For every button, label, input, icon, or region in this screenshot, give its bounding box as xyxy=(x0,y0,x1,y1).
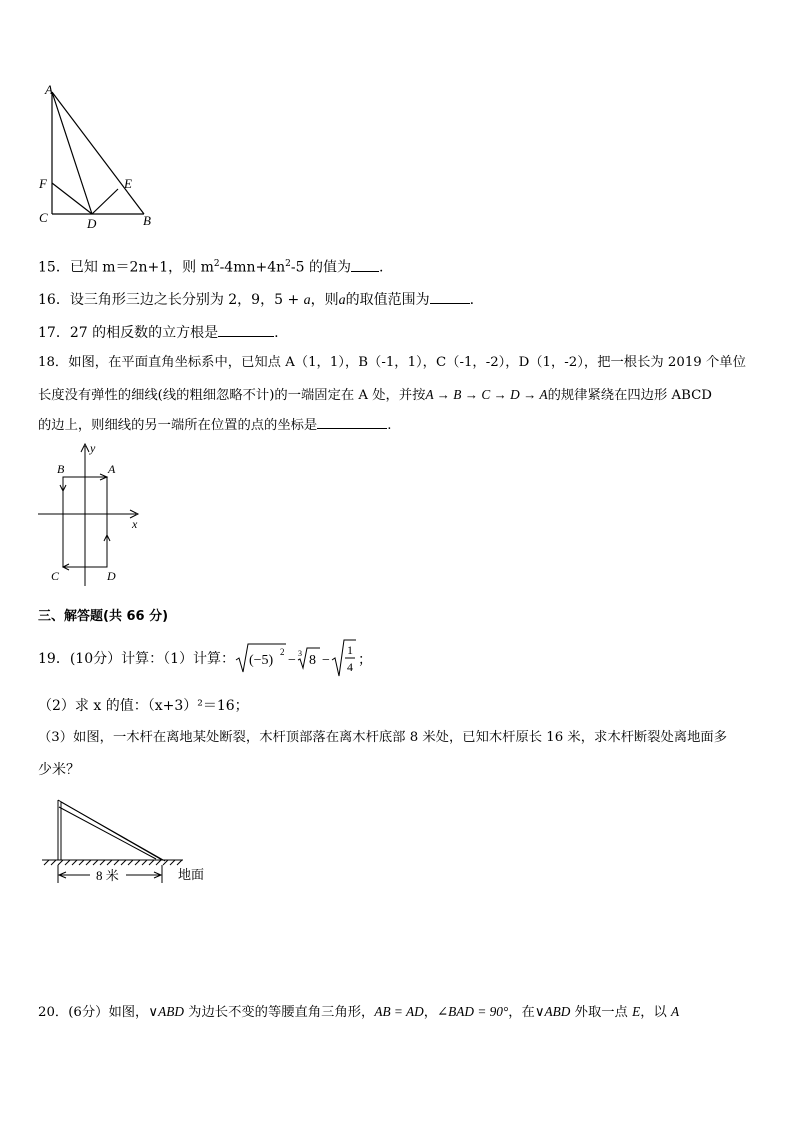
answer-blank[interactable] xyxy=(317,416,387,429)
question-19-part3-line2: 少米？ xyxy=(38,762,80,778)
answer-blank[interactable] xyxy=(430,291,470,304)
svg-text:2: 2 xyxy=(280,647,285,657)
svg-text:1: 1 xyxy=(347,643,353,657)
answer-blank[interactable] xyxy=(218,324,274,337)
question-20: 20．(6分）如图，∨ABD 为边长不变的等腰直角三角形，AB = AD，∠BAD = 90°，在∨ABD 外取一点 E，以 A xyxy=(38,1004,680,1020)
question-19-part1: 19．(10分）计算：（1）计算： (−5) 2 − 3 8 − 1 4 ； xyxy=(38,638,598,678)
ground-hatch xyxy=(44,860,182,865)
question-18-line3: 的边上，则细线的另一端所在位置的点的坐标是 . xyxy=(38,418,392,433)
coordinate-figure xyxy=(30,440,150,590)
distance-label: 8 米 xyxy=(96,868,119,883)
svg-text:(−5): (−5) xyxy=(249,653,274,668)
ground-label: 地面 xyxy=(178,867,205,882)
question-16: 16．设三角形三边之长分别为 2，9，5 + a，则a的取值范围为 . xyxy=(38,292,475,308)
section-title: 三、解答题(共 66 分) xyxy=(38,609,169,624)
question-19-part3-line1: （3）如图，一木杆在离地某处断裂，木杆顶部落在离木杆底部 8 米处，已知木杆原长 16 米，求木杆断裂处离地面多 xyxy=(38,730,727,745)
svg-text:−: − xyxy=(288,653,296,668)
svg-text:−: − xyxy=(322,653,330,668)
question-19-part2: （2）求 x 的值：（x+3）²＝16； xyxy=(38,698,249,714)
segment-ab xyxy=(52,92,144,214)
triangle-figure xyxy=(30,80,170,230)
segment-ad xyxy=(52,92,92,214)
label-b: B xyxy=(57,462,65,476)
label-f: F xyxy=(39,176,47,191)
label-y: y xyxy=(90,441,96,455)
question-18-line2: 长度没有弹性的细线(线的粗细忽略不计)的一端固定在 A 处，并按A → B → C → D → A的规律紧绕在四边形 ABCD xyxy=(38,387,712,403)
svg-text:3: 3 xyxy=(298,649,302,658)
svg-text:；: ； xyxy=(358,653,372,668)
question-18-line1: 18．如图，在平面直角坐标系中，已知点 A（1，1），B（-1，1），C（-1，-2），D（1，-2），把一根长为 2019 个单位 xyxy=(38,355,746,370)
answer-blank[interactable] xyxy=(351,259,379,272)
label-a: A xyxy=(45,82,53,97)
formula xyxy=(234,638,384,678)
question-17: 17．27 的相反数的立方根是 . xyxy=(38,325,279,341)
label-e: E xyxy=(124,176,132,191)
label-a: A xyxy=(108,462,116,476)
segment-de xyxy=(92,189,118,214)
label-d: D xyxy=(107,569,116,583)
svg-text:8: 8 xyxy=(309,653,316,668)
svg-text:4: 4 xyxy=(347,660,353,674)
label-b: B xyxy=(143,213,151,228)
label-c: C xyxy=(39,210,48,225)
label-d: D xyxy=(87,216,97,230)
label-x: x xyxy=(132,517,138,531)
label-c: C xyxy=(51,569,60,583)
pole-figure xyxy=(38,795,228,890)
segment-fd xyxy=(52,183,92,214)
question-15: 15．已知 m＝2n+1，则 $m^2-4mn+4n^2-5$ 的值为 . xyxy=(38,259,384,276)
